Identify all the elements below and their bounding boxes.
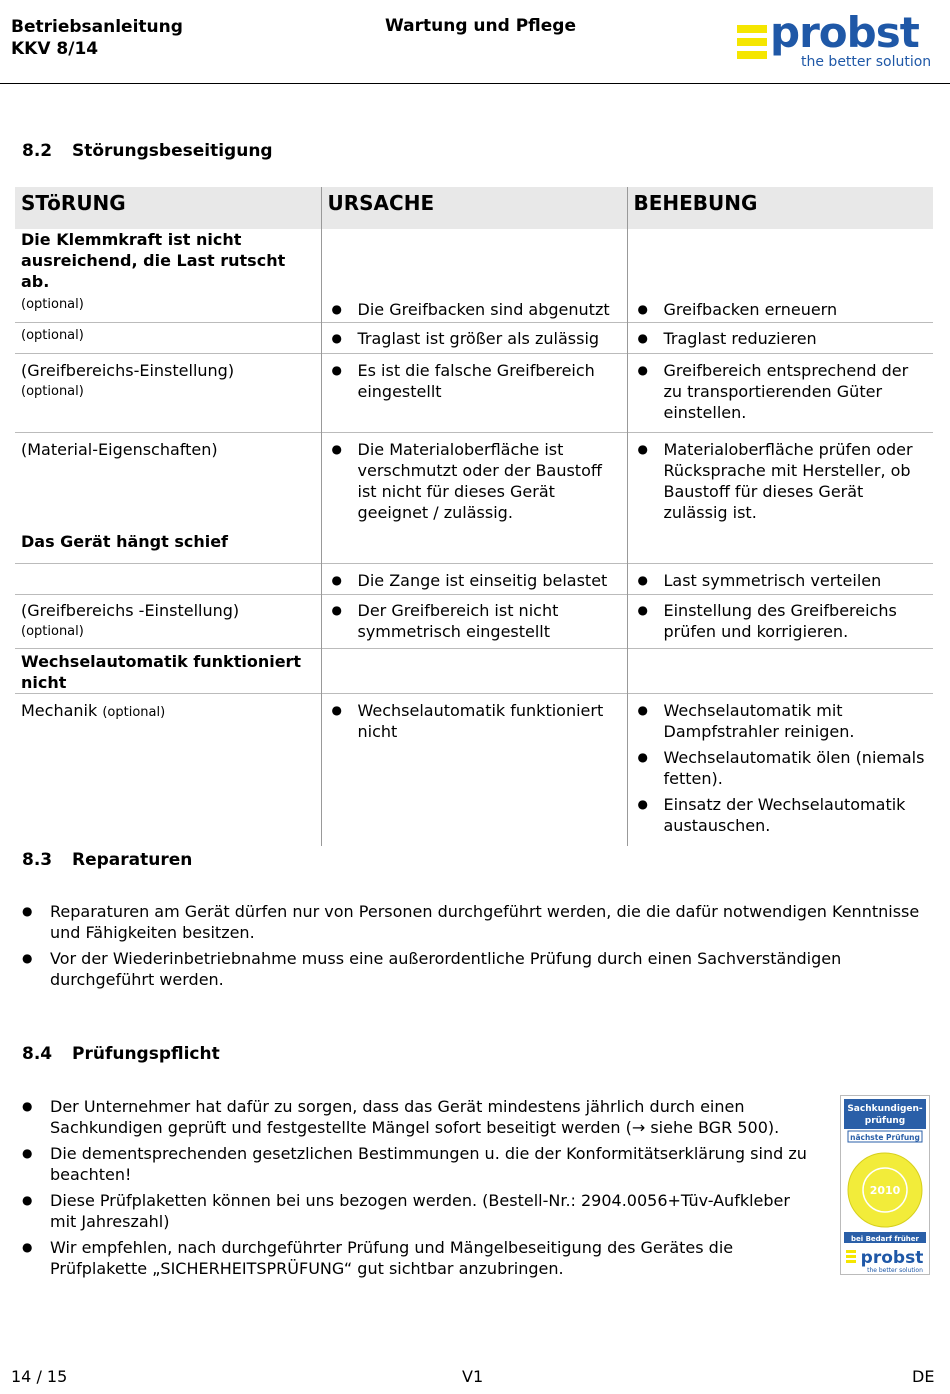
cause-item: ● Wechselautomatik funktioniert nicht (328, 700, 621, 742)
logo-tagline: the better solution (801, 54, 932, 70)
optional-label: (optional) (21, 297, 84, 312)
empty-cell (321, 229, 627, 292)
section-title: Reparaturen (72, 850, 193, 870)
fix-item: ● Greifbereich entsprechend der zu transportierenden Güter einstellen. (634, 360, 928, 423)
logo-bar-icon (737, 38, 767, 46)
list-item: ● Die dementsprechenden gesetzlichen Bestimmungen u. die der Konformitätserklärung sind zu beachten! (22, 1143, 812, 1185)
inspection-list (22, 1096, 812, 1284)
empty-cell (321, 529, 627, 564)
empty-cell (627, 529, 933, 564)
optional-label: (optional) (102, 705, 166, 720)
inspection-sticker-icon (840, 1095, 930, 1275)
badge-note: bei Bedarf früher (850, 1235, 920, 1243)
badge-tag: the better solution (867, 1267, 923, 1274)
section-title: Prüfungspflicht (72, 1044, 220, 1064)
column-header-stoerung: STöRUNG (15, 187, 321, 229)
section-title: Störungsbeseitigung (72, 141, 273, 161)
fault-group-title: Wechselautomatik funktioniert nicht (15, 649, 321, 694)
header-divider (0, 83, 950, 84)
fault-group-title: Die Klemmkraft ist nicht ausreichend, die Last rutscht ab. (21, 230, 286, 291)
logo-bar-icon (737, 51, 767, 59)
chapter-title: Wartung und Pflege (385, 16, 577, 36)
list-item: ● Vor der Wiederinbetriebnahme muss eine außerordentliche Prüfung durch einen Sachverständigen durchgeführt werden. (22, 948, 927, 990)
cause-item: ● Die Zange ist einseitig belastet (328, 570, 621, 591)
doc-model: KKV 8/14 (11, 39, 99, 59)
cause-item: ● Der Greifbereich ist nicht symmetrisch eingestellt (328, 600, 621, 642)
section-number: 8.4 (22, 1044, 53, 1064)
cause-item: ● Die Materialoberfläche ist verschmutzt oder der Baustoff ist nicht für dieses Gerät geeignet / zulässig. (328, 439, 621, 523)
column-header-behebung: BEHEBUNG (627, 187, 933, 229)
page-number: 14 / 15 (11, 1367, 68, 1386)
section-heading-8-3 (22, 850, 192, 870)
table-row (15, 529, 933, 564)
fix-item: ● Wechselautomatik ölen (niemals fetten). (634, 747, 928, 789)
empty-cell (627, 649, 933, 694)
doc-language: DE (912, 1367, 935, 1386)
fix-item: ● Einstellung des Greifbereichs prüfen und korrigieren. (634, 600, 928, 642)
section-number: 8.3 (22, 850, 53, 870)
fix-item: ● Materialoberfläche prüfen oder Rücksprache mit Hersteller, ob Baustoff für dieses Gerät zulässig ist. (634, 439, 928, 523)
list-item: ● Der Unternehmer hat dafür zu sorgen, dass das Gerät mindestens jährlich durch einen Sachkundigen geprüft und festgestellte Mängel sofort beseitigt werden (→ siehe BGR 500). (22, 1096, 812, 1138)
troubleshooting-table (15, 187, 933, 846)
table-header-row (15, 187, 933, 229)
fix-item: ● Last symmetrisch verteilen (634, 570, 928, 591)
fix-item: ● Wechselautomatik mit Dampfstrahler reinigen. (634, 700, 928, 742)
logo-bar-icon (737, 25, 767, 33)
fault-label: (Greifbereichs-Einstellung) (21, 361, 235, 380)
badge-title-1: Sachkundigen- (847, 1104, 923, 1114)
column-header-ursache: URSACHE (321, 187, 627, 229)
section-heading-8-2 (22, 141, 273, 161)
list-item: ● Diese Prüfplaketten können bei uns bezogen werden. (Bestell-Nr.: 2904.0056+Tüv-Aufkleber mit Jahreszahl) (22, 1190, 812, 1232)
optional-label: (optional) (21, 328, 84, 343)
table-row (15, 649, 933, 694)
section-number: 8.2 (22, 141, 53, 161)
table-row (15, 229, 933, 292)
cause-item: ● Es ist die falsche Greifbereich eingestellt (328, 360, 621, 402)
fault-label: Mechanik (21, 701, 98, 720)
doc-version: V1 (462, 1367, 484, 1386)
empty-cell (15, 564, 321, 595)
logo-word: probst (770, 8, 919, 57)
fix-item: ● Traglast reduzieren (634, 328, 928, 349)
empty-cell (627, 229, 933, 292)
fault-group-title: Das Gerät hängt schief (21, 532, 229, 551)
list-item: ● Wir empfehlen, nach durchgeführter Prüfung und Mängelbeseitigung des Gerätes die Prüfplakette „SICHERHEITSPRÜFUNG“ gut sichtbar anzubringen. (22, 1237, 812, 1279)
table-row (15, 292, 933, 323)
fix-item: ● Greifbacken erneuern (634, 299, 928, 320)
doc-header-left (11, 16, 183, 60)
inspection-badge (840, 1095, 930, 1275)
list-item: ● Reparaturen am Gerät dürfen nur von Personen durchgeführt werden, die die dafür notwendigen Kenntnisse und Fähigkeiten besitzen. (22, 901, 927, 943)
badge-brand: probst (860, 1248, 924, 1268)
section-heading-8-4 (22, 1044, 220, 1064)
fix-item: ● Einsatz der Wechselautomatik austauschen. (634, 794, 928, 836)
table-row (15, 564, 933, 595)
table-row (15, 354, 933, 433)
badge-year: 2010 (869, 1184, 901, 1197)
fault-label: (Greifbereichs -Einstellung) (21, 601, 240, 620)
badge-title-2: prüfung (864, 1116, 906, 1126)
table-row (15, 323, 933, 354)
table-row (15, 595, 933, 649)
optional-label: (optional) (21, 624, 84, 639)
probst-logo (737, 8, 937, 74)
repair-list (22, 901, 927, 995)
table-row (15, 694, 933, 847)
fault-label: (Material-Eigenschaften) (15, 433, 321, 530)
badge-next: nächste Prüfung (850, 1133, 920, 1142)
optional-label: (optional) (21, 384, 84, 399)
cause-item: ● Die Greifbacken sind abgenutzt (328, 299, 621, 320)
cause-item: ● Traglast ist größer als zulässig (328, 328, 621, 349)
doc-title: Betriebsanleitung (11, 17, 183, 37)
table-row (15, 433, 933, 530)
empty-cell (321, 649, 627, 694)
